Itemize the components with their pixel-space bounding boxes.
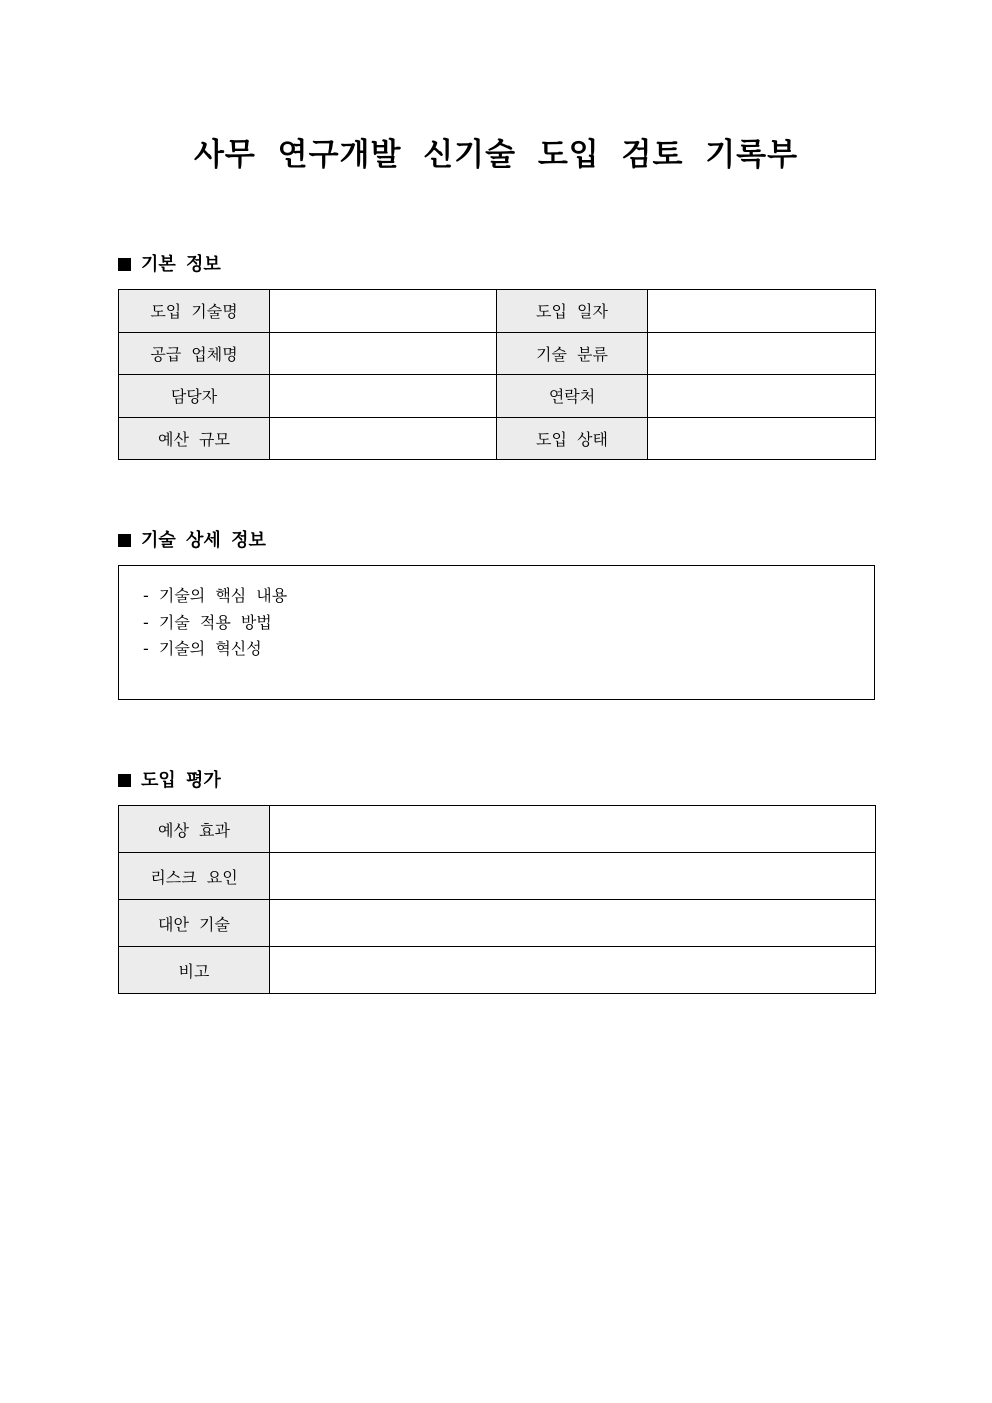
expected-effect-label: 예상 효과 xyxy=(119,806,270,853)
contact-field[interactable] xyxy=(648,375,876,418)
risk-factor-field[interactable] xyxy=(270,853,876,900)
evaluation-table xyxy=(118,805,876,994)
table-row xyxy=(119,375,876,418)
remarks-label: 비고 xyxy=(119,947,270,994)
evaluation-heading-text: 도입 평가 xyxy=(141,770,221,791)
contact-label: 연락처 xyxy=(497,375,648,418)
tech-detail-box[interactable] xyxy=(118,565,875,700)
square-bullet-icon xyxy=(118,258,131,271)
list-item: - 기술 적용 방법 xyxy=(143,612,272,632)
evaluation-heading xyxy=(118,768,221,794)
tech-name-label: 도입 기술명 xyxy=(119,290,270,333)
tech-detail-list xyxy=(119,566,874,663)
basic-info-heading-text: 기본 정보 xyxy=(141,254,221,275)
table-row xyxy=(119,417,876,460)
tech-category-label: 기술 분류 xyxy=(497,332,648,375)
table-row xyxy=(119,332,876,375)
expected-effect-field[interactable] xyxy=(270,806,876,853)
square-bullet-icon xyxy=(118,774,131,787)
manager-label: 담당자 xyxy=(119,375,270,418)
table-row xyxy=(119,900,876,947)
tech-detail-heading xyxy=(118,528,266,554)
table-row xyxy=(119,947,876,994)
basic-info-table xyxy=(118,289,876,460)
tech-detail-heading-text: 기술 상세 정보 xyxy=(141,530,266,551)
manager-field[interactable] xyxy=(270,375,497,418)
table-row xyxy=(119,806,876,853)
adoption-status-field[interactable] xyxy=(648,417,876,460)
budget-label: 예산 규모 xyxy=(119,417,270,460)
table-row xyxy=(119,290,876,333)
alternative-tech-label: 대안 기술 xyxy=(119,900,270,947)
budget-field[interactable] xyxy=(270,417,497,460)
table-row xyxy=(119,853,876,900)
basic-info-heading xyxy=(118,252,221,278)
list-item: - 기술의 핵심 내용 xyxy=(143,586,288,605)
square-bullet-icon xyxy=(118,534,131,547)
supplier-name-field[interactable] xyxy=(270,332,497,375)
adoption-date-label: 도입 일자 xyxy=(497,290,648,333)
adoption-status-label: 도입 상태 xyxy=(497,417,648,460)
document-title: 사무 연구개발 신기술 도입 검토 기록부 xyxy=(193,137,799,173)
risk-factor-label: 리스크 요인 xyxy=(119,853,270,900)
tech-category-field[interactable] xyxy=(648,332,876,375)
adoption-date-field[interactable] xyxy=(648,290,876,333)
supplier-name-label: 공급 업체명 xyxy=(119,332,270,375)
list-item: - 기술의 혁신성 xyxy=(143,639,262,658)
alternative-tech-field[interactable] xyxy=(270,900,876,947)
tech-name-field[interactable] xyxy=(270,290,497,333)
remarks-field[interactable] xyxy=(270,947,876,994)
